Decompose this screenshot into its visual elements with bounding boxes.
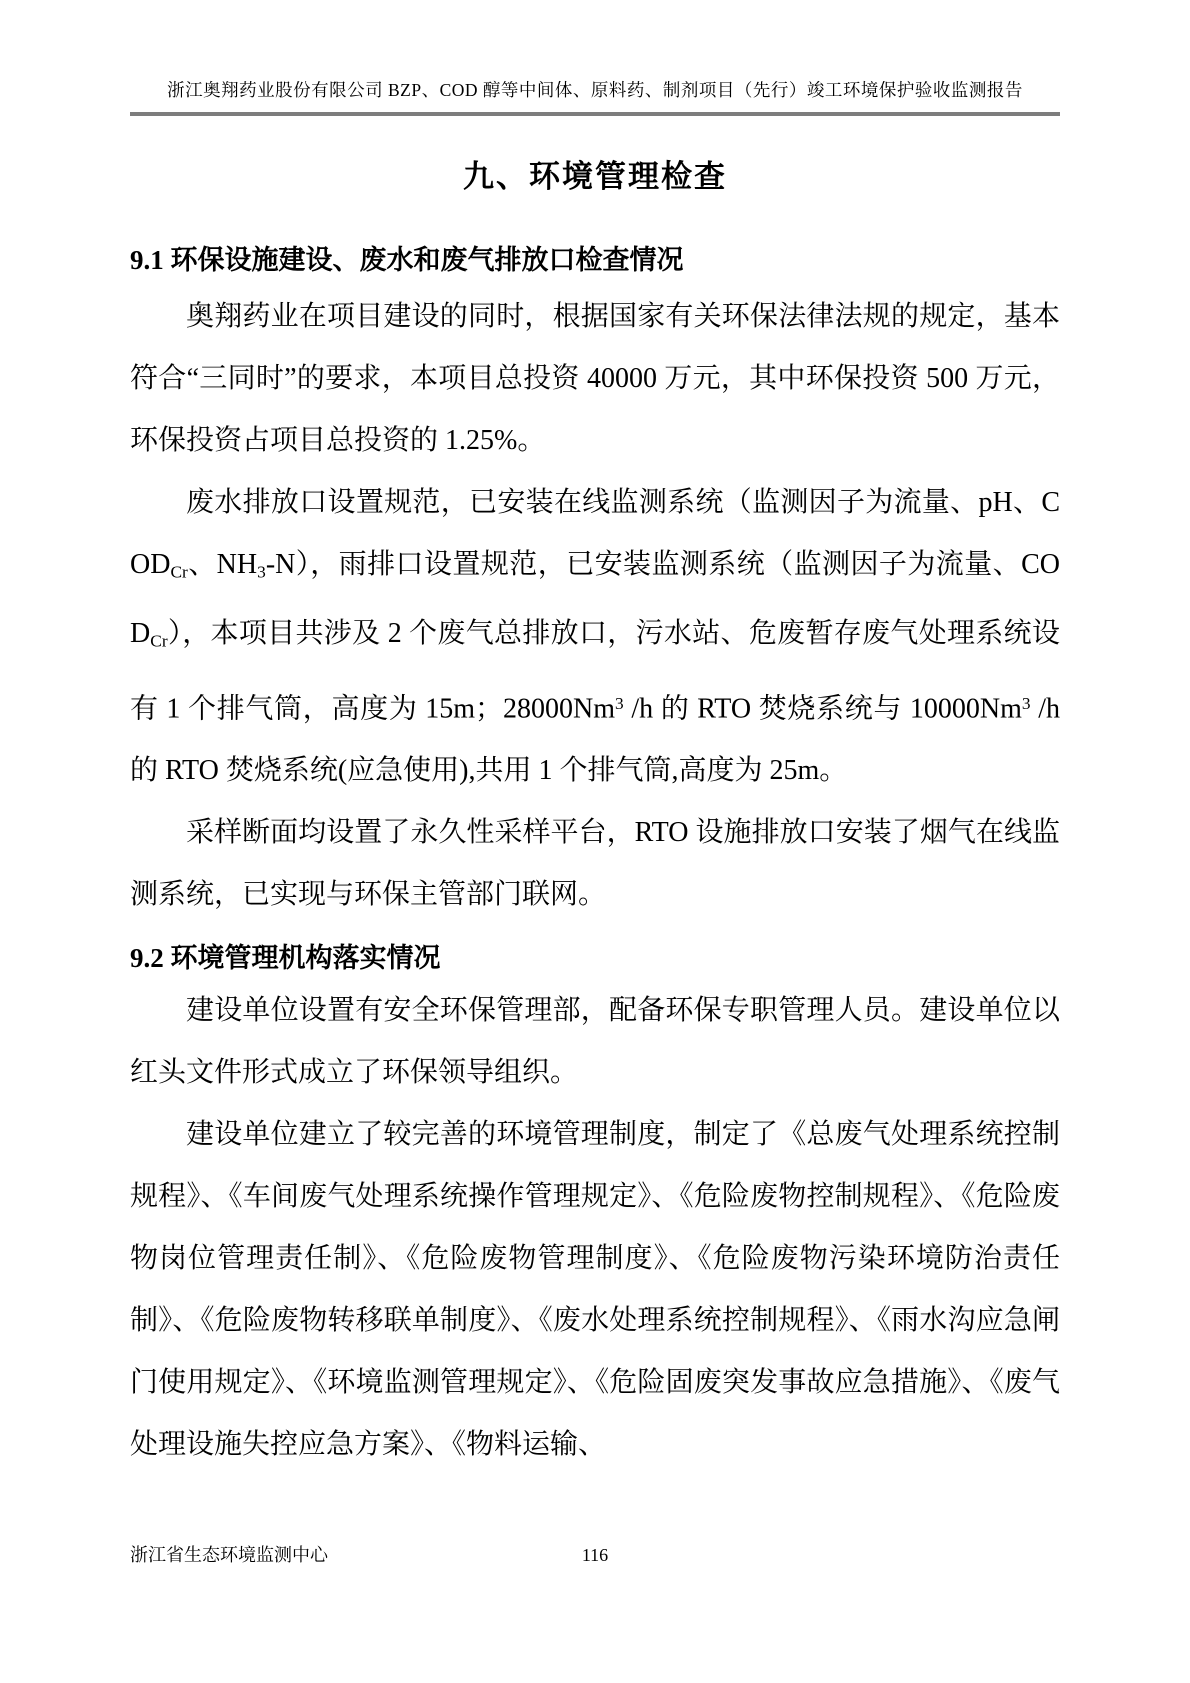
text-segment: -N），雨排口设置规范，已安装监测系统（监测因子为流量、COD — [130, 549, 1060, 650]
running-header: 浙江奥翔药业股份有限公司 BZP、COD 醇等中间体、原料药、制剂项目（先行）竣工环境保护验收监测报告 — [167, 80, 1023, 100]
text-segment: 废水排放口设置规范，已安装在线监测系统（监测因子为流量、pH、COD — [130, 487, 1060, 580]
paragraph-investment: 奥翔药业在项目建设的同时，根据国家有关环保法律法规的规定，基本符合“三同时”的要求，本项目总投资 40000 万元，其中环保投资 500 万元，环保投资占项目总投资的 1.25%。 — [130, 301, 1060, 456]
page-content — [130, 130, 1060, 1476]
section-heading-9-2: 9.2 环境管理机构落实情况 — [130, 943, 441, 974]
cubic-meter-superscript: 3 — [1021, 693, 1031, 713]
header-rule — [130, 112, 1060, 116]
cod-cr-subscript: Cr — [170, 562, 188, 582]
paragraph-management-org: 建设单位设置有安全环保管理部，配备环保专职管理人员。建设单位以红头文件形式成立了环保领导组织。 — [130, 995, 1060, 1089]
cod-cr-subscript: Cr — [150, 631, 168, 651]
page-footer — [130, 1540, 1060, 1570]
footer-organization: 浙江省生态环境监测中心 — [130, 1545, 328, 1565]
chapter-title: 九、环境管理检查 — [463, 159, 727, 194]
page-number: 116 — [581, 1545, 609, 1565]
text-segment: /h 的 RTO 焚烧系统(应急使用),共用 1 个排气筒,高度为 25m。 — [130, 693, 1060, 787]
paragraph-management-rules: 建设单位建立了较完善的环境管理制度，制定了《总废气处理系统控制规程》、《车间废气处理系统操作管理规定》、《危险废物控制规程》、《危险废物岗位管理责任制》、《危险废物管理制度》、《危险废物污染环境防治责任制》、《危险废物转移联单制度》、《废水处理系统控制规程》、《雨水沟应急闸门使用规定》、《环境监测管理规定》、《危险固废突发事故应急措施》、《废气处理设施失控应急方案》、《物料运输、 — [130, 1119, 1060, 1461]
text-segment: ），本项目共涉及 2 个废气总排放口，污水站、危废暂存废气处理系统设有 1 个排气筒，高度为 15m；28000Nm — [130, 618, 1060, 725]
text-segment: 、NH — [187, 549, 258, 580]
cubic-meter-superscript: 3 — [615, 693, 624, 713]
paragraph-outlets-monitoring — [130, 472, 1060, 802]
section-heading-9-1: 9.1 环保设施建设、废水和废气排放口检查情况 — [130, 245, 684, 275]
text-segment: /h 的 RTO 焚烧系统与 10000Nm — [623, 693, 1022, 725]
paragraph-sampling-platform: 采样断面均设置了永久性采样平台，RTO 设施排放口安装了烟气在线监测系统，已实现与环保主管部门联网。 — [130, 817, 1060, 911]
nh3-subscript: 3 — [257, 562, 266, 582]
